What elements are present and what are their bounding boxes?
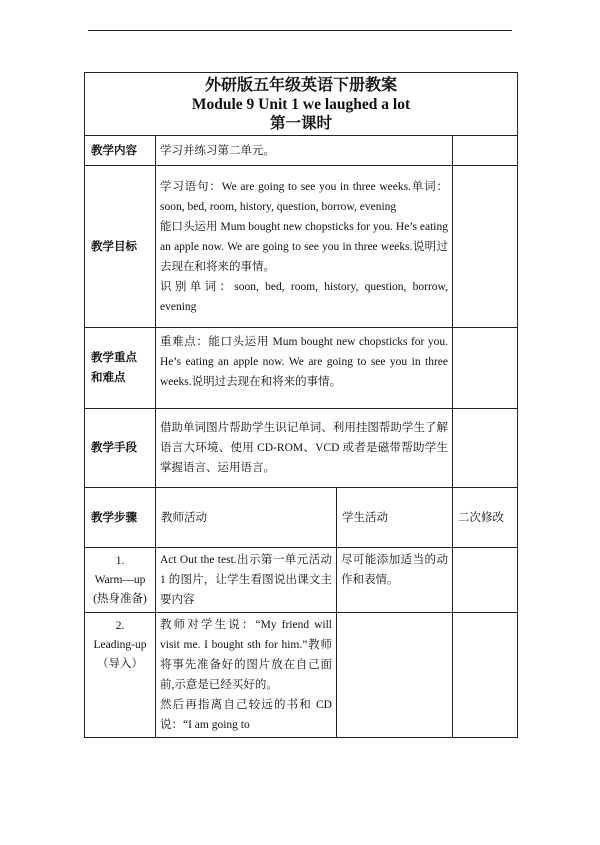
- step2-teacher-line: 然后再指离自己较远的书和 CD 说：“I am going to: [160, 699, 332, 731]
- lesson-number: 第一课时: [269, 114, 332, 132]
- objectives-text: [156, 166, 453, 328]
- objectives-line: 能口头运用 Mum bought new chopsticks for you. He’s eating an apple now. We are going to see you in three weeks.说明过去现在和将来的事情。: [160, 220, 448, 273]
- title-row: [85, 73, 518, 136]
- step1-revision: [453, 548, 518, 613]
- methods-text: 借助单词图片帮助学生识记单词、利用挂图帮助学生了解语言大环境、使用 CD-ROM、VCD 或者是磁带帮助学生掌握语言、运用语言。: [156, 409, 453, 488]
- step2-teacher-line: 教师对学生说：“My friend will visit me. I bought sth for him.”教师将事先准备好的图片放在自己面前,示意是已经买好的。: [160, 619, 332, 691]
- step1-teacher: Act Out the test.出示第一单元活动 1 的图片，让学生看图说出课文主要内容: [156, 548, 337, 613]
- methods-revision: [453, 409, 518, 488]
- step2-name-cn: （导入）: [97, 658, 143, 670]
- objectives-label: 教学目标: [85, 166, 156, 328]
- document-title: 外研版五年级英语下册教案: [204, 76, 397, 94]
- objectives-line: 学习语句：We are going to see you in three weeks.单词：soon, bed, room, history, question, borrow, evening: [160, 180, 448, 213]
- content-text: 学习并练习第二单元。: [156, 136, 453, 166]
- step2-student: [337, 613, 453, 738]
- step1-row: [85, 548, 518, 613]
- steps-label: 教学步骤: [85, 488, 156, 548]
- step2-teacher: [156, 613, 337, 738]
- step1-label: [85, 548, 156, 613]
- content-label: 教学内容: [85, 136, 156, 166]
- key-points-label: [85, 328, 156, 409]
- step2-label: [85, 613, 156, 738]
- steps-header-row: [85, 488, 518, 548]
- key-points-row: [85, 328, 518, 409]
- step2-number: 2.: [115, 620, 125, 632]
- module-title: Module 9 Unit 1 we laughed a lot: [191, 95, 411, 113]
- content-row: [85, 136, 518, 166]
- step1-student: 尽可能添加适当的动作和表情。: [337, 548, 453, 613]
- step1-name: Warm—up: [94, 574, 146, 586]
- step2-row: [85, 613, 518, 738]
- objectives-revision: [453, 166, 518, 328]
- content-revision: [453, 136, 518, 166]
- step2-name: Leading-up: [93, 639, 147, 651]
- step1-number: 1.: [115, 555, 125, 567]
- objectives-row: [85, 166, 518, 328]
- header-rule: [88, 30, 512, 31]
- teacher-activity-header: 教师活动: [156, 488, 337, 548]
- key-points-label-line: 教学重点: [91, 352, 137, 364]
- title-cell: [85, 73, 518, 136]
- key-points-revision: [453, 328, 518, 409]
- step2-revision: [453, 613, 518, 738]
- key-points-label-line: 和难点: [91, 372, 126, 384]
- student-activity-header: 学生活动: [337, 488, 453, 548]
- key-points-text: 重难点：能口头运用 Mum bought new chopsticks for you. He’s eating an apple now. We are going to see you in three weeks.说明过去现在和将来的事情。: [156, 328, 453, 409]
- objectives-line: 识别单词：soon, bed, room, history, question, borrow, evening: [160, 280, 448, 313]
- revision-header: 二次修改: [453, 488, 518, 548]
- methods-row: [85, 409, 518, 488]
- lesson-plan-table: [84, 72, 518, 738]
- step1-name-cn: (热身准备): [93, 593, 147, 605]
- methods-label: 教学手段: [85, 409, 156, 488]
